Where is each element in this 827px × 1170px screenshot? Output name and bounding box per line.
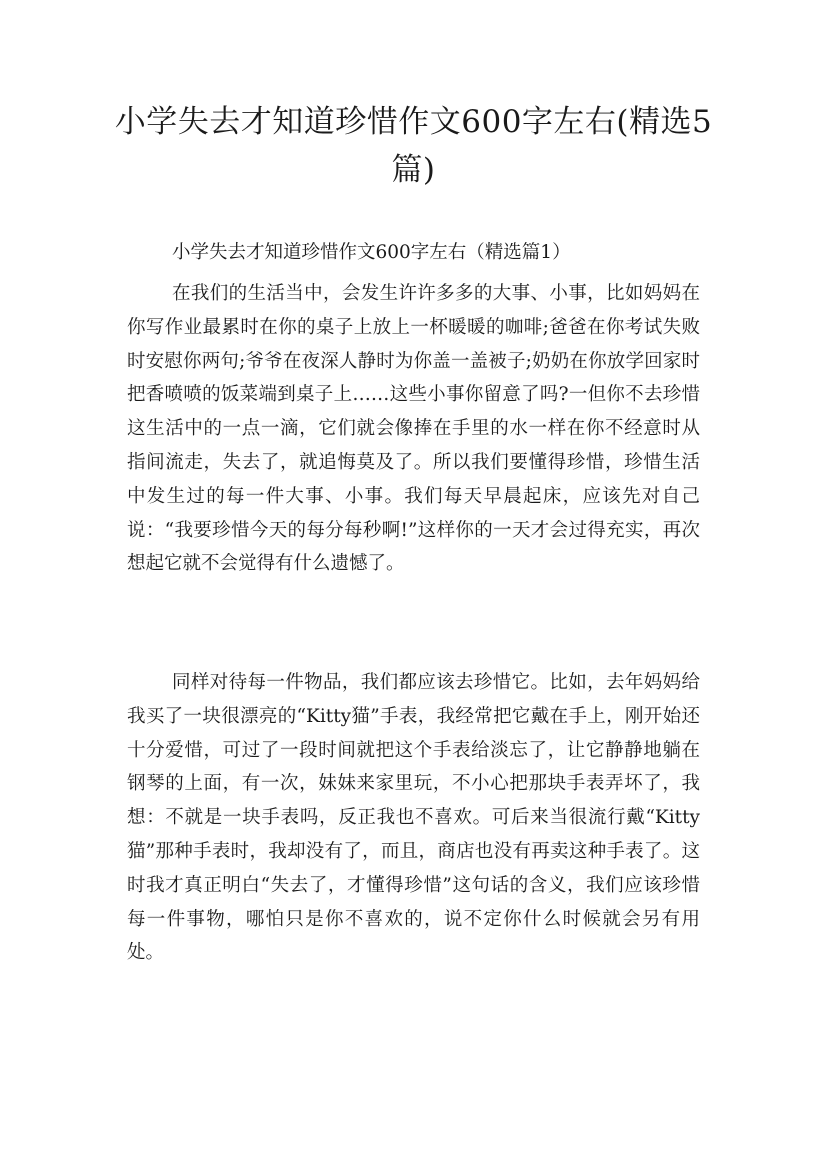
document-title: 小学失去才知道珍惜作文600字左右(精选5篇)	[114, 104, 713, 188]
paragraph-2: 同样对待每一件物品，我们都应该去珍惜它。比如，去年妈妈给我买了一块很漂亮的“Kitty猫”手表，我经常把它戴在手上，刚开始还十分爱惜，可过了一段时间就把这个手表给淡忘了，让它静静地躺在钢琴的上面，有一次，妹妹来家里玩，不小心把那块手表弄坏了，我想：不就是一块手表吗，反正我也不喜欢。可后来当很流行戴“Kitty猫”那种手表时，我却没有了，而且，商店也没有再卖这种手表了。这时我才真正明白“失去了，才懂得珍惜”这句话的含义，我们应该珍惜每一件事物，哪怕只是你不喜欢的，说不定你什么时候就会另有用处。	[127, 672, 700, 964]
section-heading: 小学失去才知道珍惜作文600字左右（精选篇1）	[172, 242, 571, 263]
paragraph-1: 在我们的生活当中，会发生许许多多的大事、小事，比如妈妈在你写作业最累时在你的桌子上放上一杯暖暖的咖啡;爸爸在你考试失败时安慰你两句;爷爷在夜深人静时为你盖一盖被子;奶奶在你放学回家时把香喷喷的饭菜端到桌子上……这些小事你留意了吗?一但你不去珍惜这生活中的一点一滴，它们就会像捧在手里的水一样在你不经意时从指间流走，失去了，就追悔莫及了。所以我们要懂得珍惜，珍惜生活中发生过的每一件大事、小事。我们每天早晨起床，应该先对自己说：“我要珍惜今天的每分每秒啊!”这样你的一天才会过得充实，再次想起它就不会觉得有什么遗憾了。	[127, 283, 700, 575]
